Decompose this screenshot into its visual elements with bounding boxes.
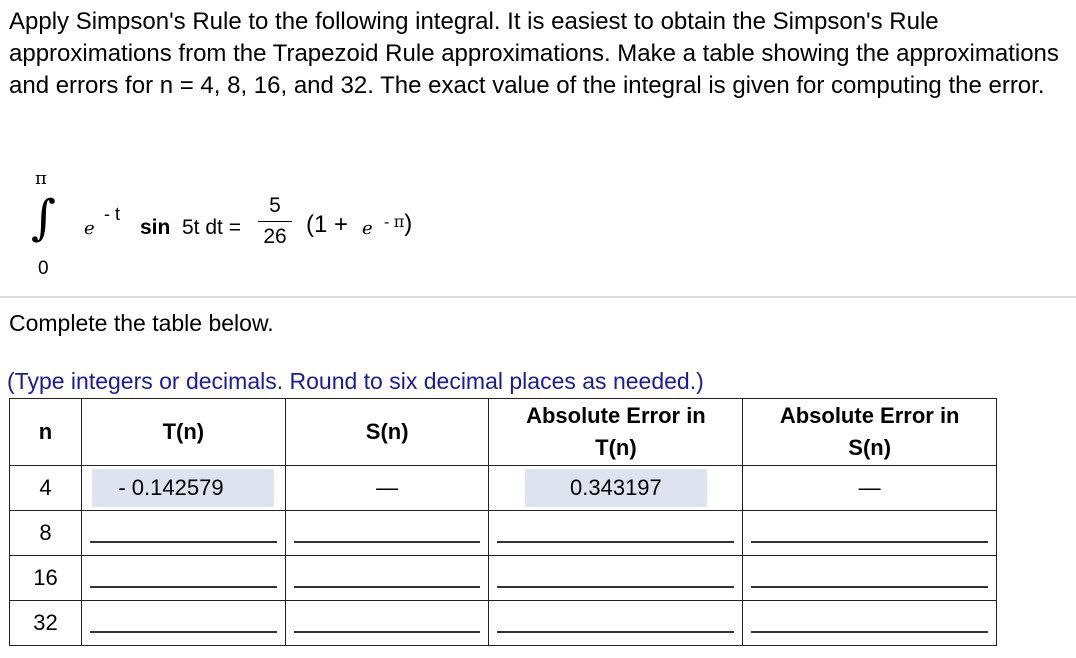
- integrand-rest: 5t dt =: [182, 216, 241, 239]
- exponent-2-pi: π: [393, 212, 405, 231]
- upper-limit: π: [35, 168, 47, 189]
- rounding-hint: (Type integers or decimals. Round to six decimal places as needed.): [7, 368, 704, 394]
- problem-statement: Apply Simpson's Rule to the following integral. It is easiest to obtain the Simpson's Rule approximations from the Trapezoid Rule approximations. Make a table showing the approximations and errors for n = 4, 8, 16, and 32. The exact value of the integral is given for computing the error.: [9, 8, 1059, 99]
- cell-sn: [285, 466, 489, 511]
- table-row: [10, 511, 997, 556]
- section-divider: [0, 296, 1076, 298]
- cell-error-sn: [743, 556, 997, 601]
- cell-error-tn: [489, 601, 743, 646]
- table-row: [10, 556, 997, 601]
- header-error-tn: Absolute Error in T(n): [489, 399, 743, 466]
- sn-input-blank[interactable]: [294, 541, 481, 543]
- cell-sn: [285, 601, 489, 646]
- cell-sn: [285, 556, 489, 601]
- error-sn-input-blank[interactable]: [751, 586, 988, 588]
- exponent-2: [384, 206, 413, 237]
- integral-formula: [0, 160, 600, 285]
- error-tn-input-blank[interactable]: [497, 586, 734, 588]
- cell-sn: [285, 511, 489, 556]
- sn-input-blank[interactable]: [294, 586, 481, 588]
- cell-error-tn: [489, 511, 743, 556]
- paren-open: (1 +: [306, 211, 349, 238]
- sin-function: sin: [140, 216, 171, 239]
- cell-n: 8: [10, 511, 82, 556]
- error-sn-input-blank[interactable]: [751, 541, 988, 543]
- header-sn: S(n): [285, 399, 489, 466]
- base-e: e: [84, 218, 95, 239]
- results-table: [9, 398, 997, 646]
- exponent-2-minus: -: [384, 214, 390, 231]
- header-error-sn: Absolute Error in S(n): [743, 399, 997, 466]
- fraction: [258, 193, 292, 250]
- cell-error-tn: [489, 556, 743, 601]
- cell-error-sn: [743, 601, 997, 646]
- paren-close: ): [404, 210, 413, 237]
- sn-dash: —: [376, 475, 399, 500]
- cell-n: 16: [10, 556, 82, 601]
- header-n: n: [10, 399, 82, 466]
- error-tn-answer-field[interactable]: 0.343197: [525, 469, 707, 507]
- denominator: 26: [263, 225, 287, 248]
- base-e-2: e: [362, 218, 373, 239]
- table-header-row: [10, 399, 997, 466]
- cell-error-sn: [743, 511, 997, 556]
- cell-n: 32: [10, 601, 82, 646]
- numerator: 5: [269, 194, 281, 217]
- cell-n: 4: [10, 466, 82, 511]
- header-tn: T(n): [81, 399, 285, 466]
- fraction-bar: [258, 221, 292, 222]
- cell-error-tn: [489, 466, 743, 511]
- cell-tn: [81, 601, 285, 646]
- tn-answer-field[interactable]: - 0.142579: [92, 469, 274, 507]
- lower-limit: 0: [38, 258, 49, 279]
- cell-tn: [81, 466, 285, 511]
- tn-input-blank[interactable]: [90, 541, 277, 543]
- error-sn-dash: —: [858, 475, 881, 500]
- error-tn-input-blank[interactable]: [497, 541, 734, 543]
- integral-sign: ∫: [31, 190, 57, 246]
- tn-input-blank[interactable]: [90, 631, 277, 633]
- error-tn-input-blank[interactable]: [497, 631, 734, 633]
- cell-tn: [81, 511, 285, 556]
- error-sn-input-blank[interactable]: [751, 631, 988, 633]
- table-row: [10, 466, 997, 511]
- sn-input-blank[interactable]: [294, 631, 481, 633]
- cell-error-sn: [743, 466, 997, 511]
- tn-input-blank[interactable]: [90, 586, 277, 588]
- cell-tn: [81, 556, 285, 601]
- table-row: [10, 601, 997, 646]
- complete-instruction: Complete the table below.: [9, 310, 274, 336]
- exponent: - t: [104, 204, 120, 224]
